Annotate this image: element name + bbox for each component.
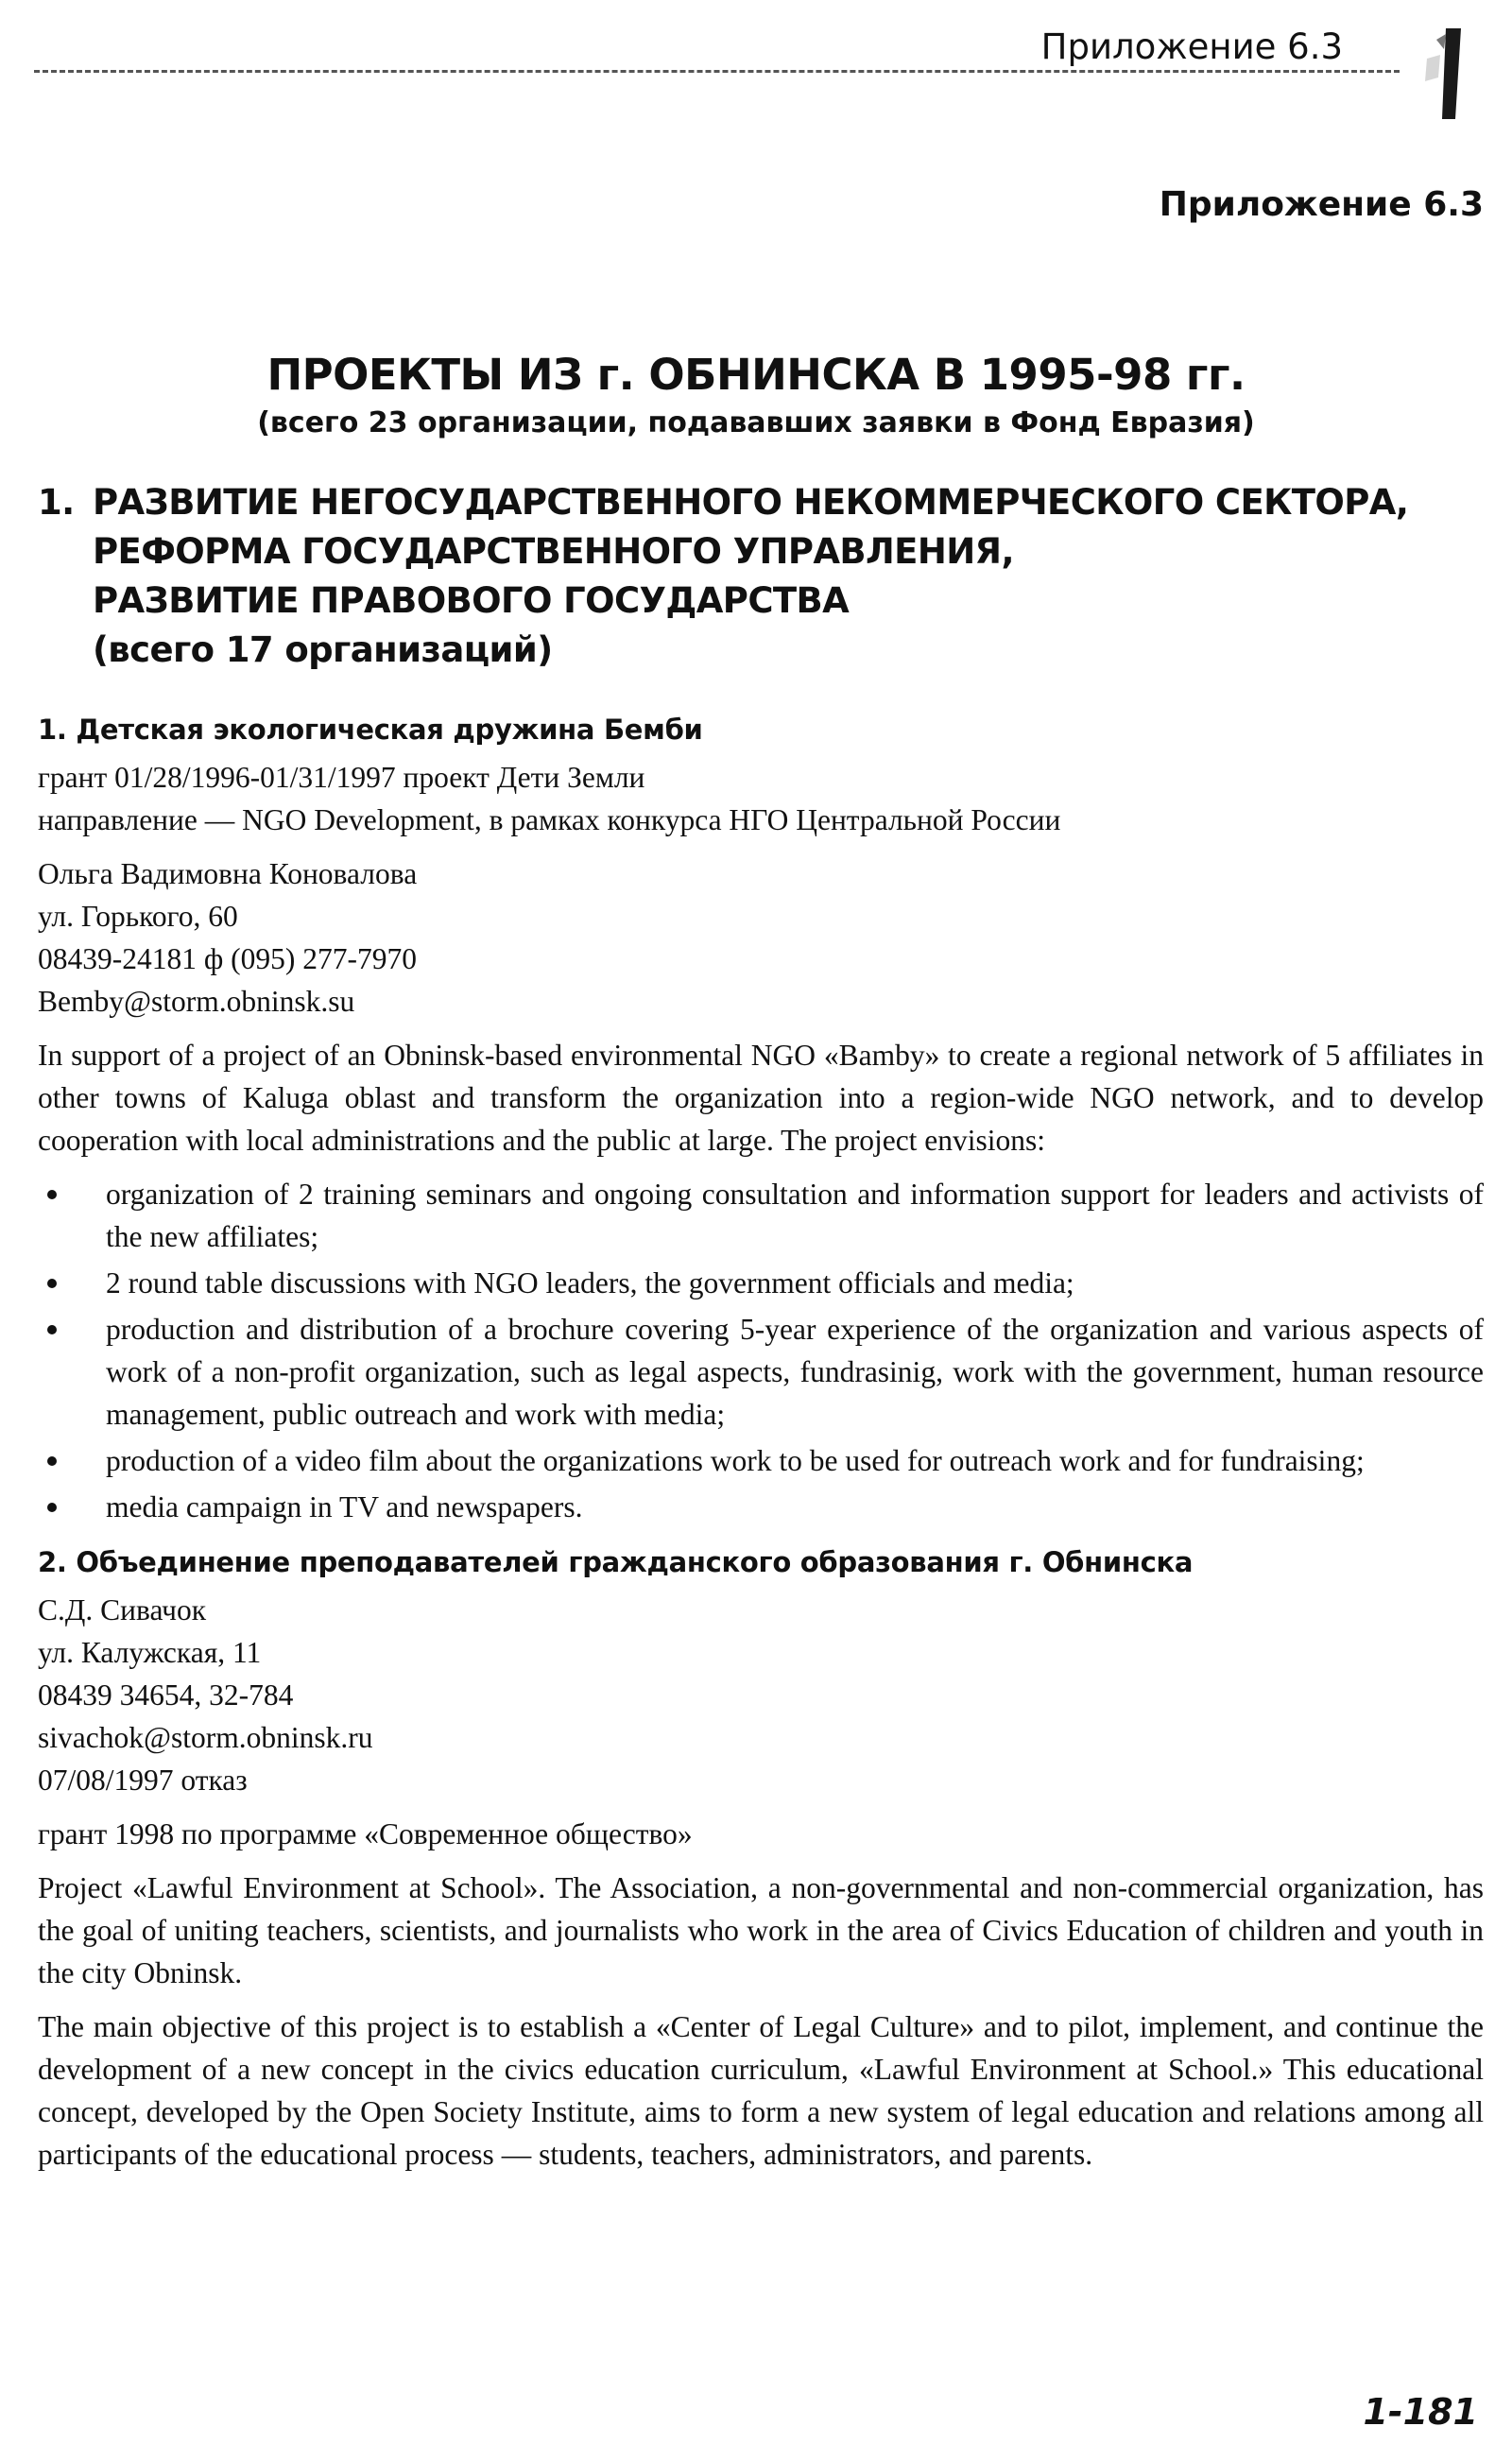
section-heading <box>38 478 1484 675</box>
contact-phone: 08439-24181 ф (095) 277-7970 <box>38 942 417 975</box>
section-line: РАЗВИТИЕ ПРАВОВОГО ГОСУДАРСТВА <box>93 580 850 621</box>
list-item-text: 2 round table discussions with NGO leaders, the government officials and media; <box>106 1266 1074 1299</box>
list-item <box>38 1173 1484 1258</box>
header-rule <box>34 70 1400 73</box>
section-number: 1. <box>38 482 75 523</box>
bullet-list <box>38 1173 1484 1528</box>
list-item <box>38 1439 1484 1482</box>
appendix-label: Приложение 6.3 <box>1159 185 1484 224</box>
org-heading: 2. Объединение преподавателей гражданского образования г. Обнинска <box>38 1546 1194 1578</box>
page-title: ПРОЕКТЫ ИЗ г. ОБНИНСКА В 1995-98 гг. <box>266 350 1246 400</box>
project-paragraph: Project «Lawful Environment at School». The Association, a non-governmental and non-commercial organization, has the goal of uniting teachers, scientists, and journalists who work in the area of Civics Education of children and youth in the city Obninsk. <box>38 1871 1484 1989</box>
project-description: In support of a project of an Obninsk-based environmental NGO «Bamby» to create a regional network of 5 affiliates in other towns of Kaluga oblast and transform the organization into a region-wide NGO network, and to develop cooperation with local administrations and the public at large. The project envisions: <box>38 1039 1484 1157</box>
bullet-icon <box>47 1190 57 1199</box>
grant-line: грант 1998 по программе «Современное общество» <box>38 1817 693 1850</box>
bullet-icon <box>47 1279 57 1288</box>
list-item <box>38 1308 1484 1436</box>
section-line: РЕФОРМА ГОСУДАРСТВЕННОГО УПРАВЛЕНИЯ, <box>93 531 1014 572</box>
contact-name: Ольга Вадимовна Коновалова <box>38 857 418 890</box>
page-number: 1-181 <box>1363 2391 1478 2433</box>
org-heading: 1. Детская экологическая дружина Бемби <box>38 714 703 746</box>
list-item <box>38 1486 1484 1528</box>
section-line: (всего 17 организаций) <box>93 629 553 670</box>
section-line: РАЗВИТИЕ НЕГОСУДАРСТВЕННОГО НЕКОММЕРЧЕСКОГО СЕКТОРА, <box>93 482 1409 523</box>
decision-line: 07/08/1997 отказ <box>38 1764 248 1797</box>
grant-info <box>38 756 1484 841</box>
running-header <box>34 26 1456 74</box>
running-header-text: Приложение 6.3 <box>1040 26 1343 67</box>
contact-phone: 08439 34654, 32-784 <box>38 1678 294 1712</box>
grant-line: грант 01/28/1996-01/31/1997 проект Дети Земли <box>38 761 645 794</box>
project-paragraph: The main objective of this project is to establish a «Center of Legal Culture» and to pilot, implement, and continue the development of a new concept in the civics education curriculum, «Lawful Environment at School.» This educational concept, developed by the Open Society Institute, aims to form a new system of legal education and relations among all participants of the educational process — students, teachers, administrators, and parents. <box>38 2010 1484 2171</box>
document-body <box>38 709 1484 2187</box>
contact-address: ул. Горького, 60 <box>38 900 238 933</box>
page-subtitle: (всего 23 организации, подававших заявки в Фонд Евразия) <box>257 406 1255 439</box>
bullet-icon <box>47 1325 57 1334</box>
list-item-text: media campaign in TV and newspapers. <box>106 1490 583 1523</box>
contact-email: sivachok@storm.obninsk.ru <box>38 1721 373 1754</box>
bullet-icon <box>47 1503 57 1512</box>
contact-email: Bemby@storm.obninsk.su <box>38 985 355 1018</box>
list-item-text: production of a video film about the organizations work to be used for outreach work and for fundraising; <box>106 1444 1365 1477</box>
grant-line: направление — NGO Development, в рамках конкурса НГО Центральной России <box>38 803 1061 836</box>
bullet-icon <box>47 1456 57 1466</box>
list-item <box>38 1262 1484 1304</box>
contact-address: ул. Калужская, 11 <box>38 1636 262 1669</box>
page-tab-marker-icon <box>1418 21 1478 125</box>
contact-info <box>38 1589 1484 1801</box>
contact-info <box>38 852 1484 1023</box>
list-item-text: production and distribution of a brochure covering 5-year experience of the organization and various aspects of work of a non-profit organization, such as legal aspects, fundrasinig, work with the government, human resource management, public outreach and work with media; <box>106 1313 1484 1431</box>
list-item-text: organization of 2 training seminars and ongoing consultation and information support for leaders and activists of the new affiliates; <box>106 1178 1484 1253</box>
contact-name: С.Д. Сивачок <box>38 1593 207 1626</box>
